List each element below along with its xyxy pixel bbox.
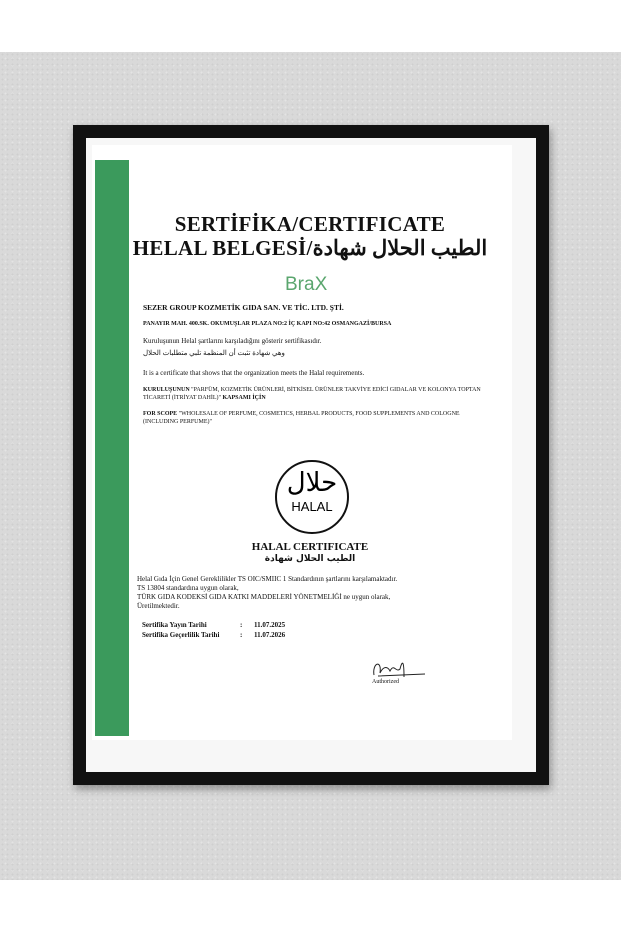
date-label: Sertifika Yayın Tarihi — [142, 621, 207, 629]
scope-en-lead: FOR SCOPE — [143, 411, 178, 417]
scope-tr-lead: KURULUŞUNUN — [143, 387, 190, 393]
halal-seal-text: HALAL — [291, 499, 333, 514]
date-sep: : — [240, 621, 243, 629]
company-address: PANAYIR MAH. 400.SK. OKUMUŞLAR PLAZA NO:2 İÇ KAPI NO:42 OSMANGAZİ/BURSA — [143, 321, 392, 327]
validity-date-row — [142, 630, 285, 640]
compliance-line: Helal Gıda İçin Genel Gereklilikler TS OIC/SMIIC 1 Standardının şartlarını karşılamaktadır. — [137, 575, 398, 583]
date-sep: : — [240, 631, 243, 639]
scope-tr-body: "PARFÜM, KOZMETİK ÜRÜNLERİ, BİTKİSEL ÜRÜNLER TAKVİYE EDİCİ GIDALAR VE KOLONYA TOPTAN TİCARETİ (İTRİYAT DAHİL)" — [143, 387, 481, 401]
title-line-2: HELAL BELGESİ/الطيب الحلال شهادة — [132, 236, 488, 260]
halal-certificate-arabic: الطيب الحلال شهادة — [264, 554, 356, 564]
date-value: 11.07.2025 — [254, 621, 286, 629]
issue-date-row — [142, 620, 285, 630]
date-label: Sertifika Geçerlilik Tarihi — [142, 631, 220, 639]
date-value: 11.07.2026 — [254, 631, 286, 639]
statement-en: It is a certificate that shows that the organization meets the Halal requirements. — [143, 369, 365, 377]
halal-seal-arabic: حلال — [286, 468, 338, 498]
halal-certificate-title: HALAL CERTIFICATE — [251, 541, 369, 553]
scope-en-body: "WHOLESALE OF PERFUME, COSMETICS, HERBAL PRODUCTS, FOOD SUPPLEMENTS AND COLOGNE (INCLUDING PERFUME)" — [143, 411, 460, 425]
authorized-label: Authorized — [372, 679, 399, 685]
compliance-text — [137, 575, 397, 611]
compliance-line: TS 13804 standardına uygun olarak, — [137, 584, 239, 592]
scope-tr — [143, 386, 493, 402]
green-side-strip — [95, 160, 129, 736]
scope-en — [143, 410, 493, 426]
compliance-line: TÜRK GIDA KODEKSİ GIDA KATKI MADDELERİ YÖNETMELİĞİ ne uygun olarak, — [137, 593, 391, 601]
dates-table — [142, 620, 285, 640]
statement-tr: Kuruluşunun Helal şartlarını karşıladığını gösterir sertifikasıdır. — [143, 337, 322, 345]
scope-tr-tail: KAPSAMI İÇİN — [222, 395, 266, 401]
halal-seal — [275, 460, 349, 534]
brax-logo: BraX — [285, 274, 328, 295]
company-name: SEZER GROUP KOZMETİK GIDA SAN. VE TİC. LTD. ŞTİ. — [143, 303, 344, 312]
statement-ar: وهي شهادة تثبت أن المنظمة تلبي متطلبات الحلال — [143, 349, 285, 357]
compliance-line: Üretilmektedir. — [137, 602, 180, 610]
title-line-1: SERTİFİKA/CERTIFICATE — [174, 212, 446, 236]
